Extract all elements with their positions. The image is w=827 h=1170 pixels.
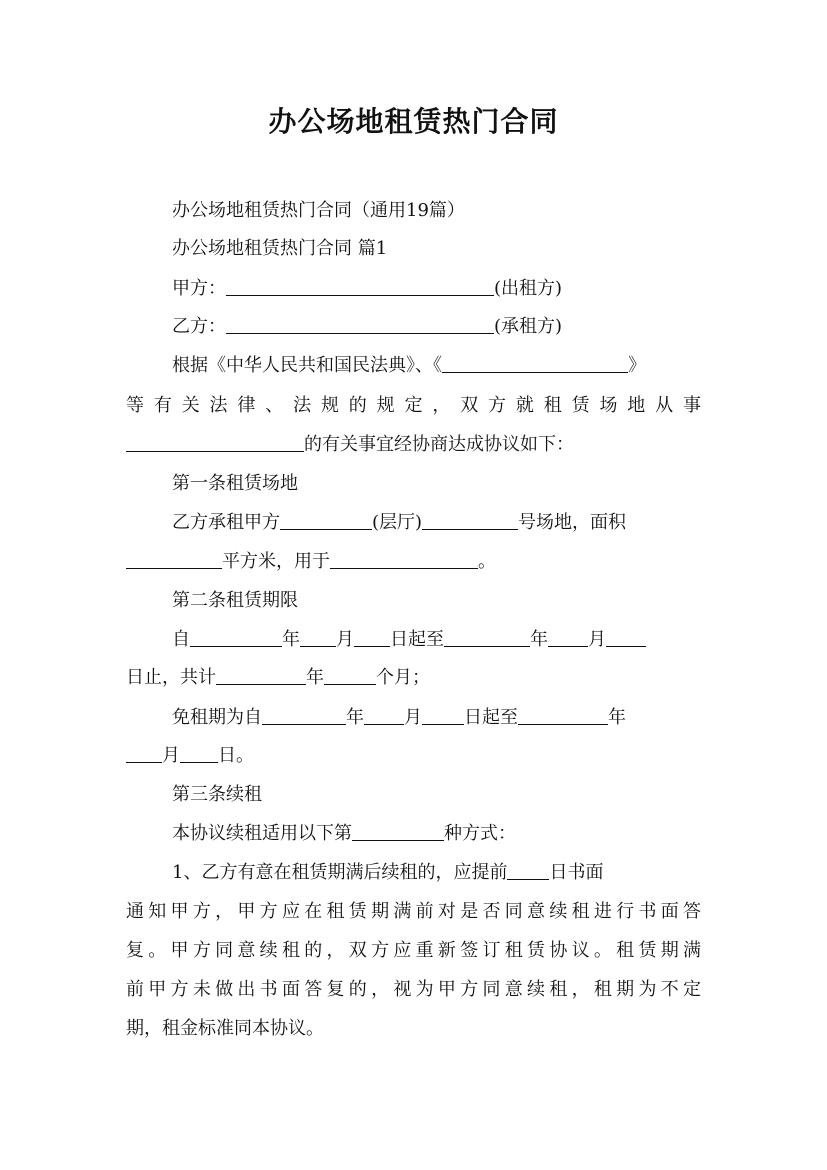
art2-month-3: 月 [404, 707, 422, 728]
article-3-heading: 第三条续租 [172, 784, 262, 805]
art2-year-4: 年 [346, 707, 364, 728]
art2-months: 个月； [376, 667, 430, 688]
art1-text-e: 。 [478, 551, 496, 572]
art2-year-5: 年 [608, 707, 626, 728]
free-end-month-blank [126, 746, 162, 763]
art3-intro-b: 种方式： [444, 823, 516, 844]
article-2-heading: 第二条租赁期限 [172, 590, 298, 611]
start-year-blank [190, 630, 282, 647]
basis-text-3: 的有关事宜经协商达成协议如下： [304, 434, 574, 455]
site-number-blank [422, 513, 518, 530]
art2-year-3: 年 [306, 667, 324, 688]
party-b-label: 乙方： [172, 316, 226, 337]
document-title: 办公场地租赁热门合同 [268, 105, 559, 138]
free-end-year-blank [518, 708, 608, 725]
article-1-heading: 第一条租赁场地 [172, 473, 298, 494]
basis-line-2: 等有关法律、法规的规定，双方就租赁场地从事 [126, 395, 701, 416]
section-heading: 办公场地租赁热门合同 篇1 [172, 238, 388, 259]
party-a-line [172, 276, 562, 302]
party-b-line [172, 314, 562, 340]
article-2-line-3 [172, 705, 626, 731]
art1-text-a: 乙方承租甲方 [172, 512, 280, 533]
start-day-blank [354, 630, 390, 647]
art1-text-c: 号场地，面积 [518, 512, 627, 533]
business-blank [126, 435, 304, 452]
article-2-line-2 [126, 665, 430, 691]
free-start-day-blank [422, 708, 464, 725]
usage-blank [330, 552, 478, 569]
party-b-blank [226, 317, 494, 334]
article-3-line-3: 通知甲方，甲方应在租赁期满前对是否同意续租进行书面答 [126, 901, 701, 922]
free-start-month-blank [364, 708, 404, 725]
area-blank [126, 552, 222, 569]
subtitle: 办公场地租赁热门合同（通用19篇） [172, 200, 465, 221]
article-2-line-1 [172, 627, 646, 653]
art3-item1-b: 日书面 [549, 862, 604, 883]
article-3-line-1 [172, 821, 516, 847]
total-year-blank [216, 668, 306, 685]
notice-days-blank [507, 863, 549, 880]
end-day-blank [606, 630, 646, 647]
basis-text-1-end: 》 [628, 355, 646, 376]
total-month-blank [324, 668, 376, 685]
art2-day-to-2: 日起至 [464, 707, 518, 728]
start-month-blank [300, 630, 336, 647]
end-year-blank [444, 630, 530, 647]
art2-from: 自 [172, 629, 190, 650]
art1-text-b: (层厅) [372, 512, 423, 533]
art2-end: 日止，共计 [126, 667, 216, 688]
basis-line-3 [126, 432, 574, 458]
article-2-line-4 [126, 743, 254, 769]
basis-text-1: 根据《中华人民共和国民法典》、《 [172, 355, 442, 376]
renewal-method-blank [352, 824, 444, 841]
law-name-blank [442, 356, 628, 373]
article-3-line-6: 期，租金标准同本协议。 [126, 1018, 324, 1039]
art2-free-end: 日。 [218, 745, 254, 766]
article-1-line-2 [126, 549, 496, 575]
party-a-blank [226, 279, 494, 296]
party-a-role: (出租方) [494, 278, 563, 299]
art2-month-1: 月 [336, 629, 354, 650]
party-b-role: (承租方) [494, 316, 563, 337]
article-3-line-4: 复。甲方同意续租的，双方应重新签订租赁协议。租赁期满 [126, 940, 701, 961]
end-month-blank [548, 630, 588, 647]
art2-month-4: 月 [162, 745, 180, 766]
art2-free-from: 免租期为自 [172, 707, 262, 728]
floor-blank [280, 513, 372, 530]
article-3-line-5: 前甲方未做出书面答复的，视为甲方同意续租，租期为不定 [126, 979, 701, 1000]
art2-month-2: 月 [588, 629, 606, 650]
art3-item1-a: 1、乙方有意在租赁期满后续租的，应提前 [172, 862, 508, 883]
article-1-line-1 [172, 510, 626, 536]
free-start-year-blank [262, 708, 346, 725]
free-end-day-blank [180, 746, 218, 763]
art3-intro-a: 本协议续租适用以下第 [172, 823, 352, 844]
art1-text-d: 平方米，用于 [222, 551, 330, 572]
art2-year-2: 年 [530, 629, 548, 650]
art2-year-1: 年 [282, 629, 300, 650]
party-a-label: 甲方： [172, 278, 226, 299]
basis-line-1 [172, 353, 646, 379]
art2-day-to: 日起至 [390, 629, 444, 650]
article-3-item-1 [172, 860, 603, 886]
